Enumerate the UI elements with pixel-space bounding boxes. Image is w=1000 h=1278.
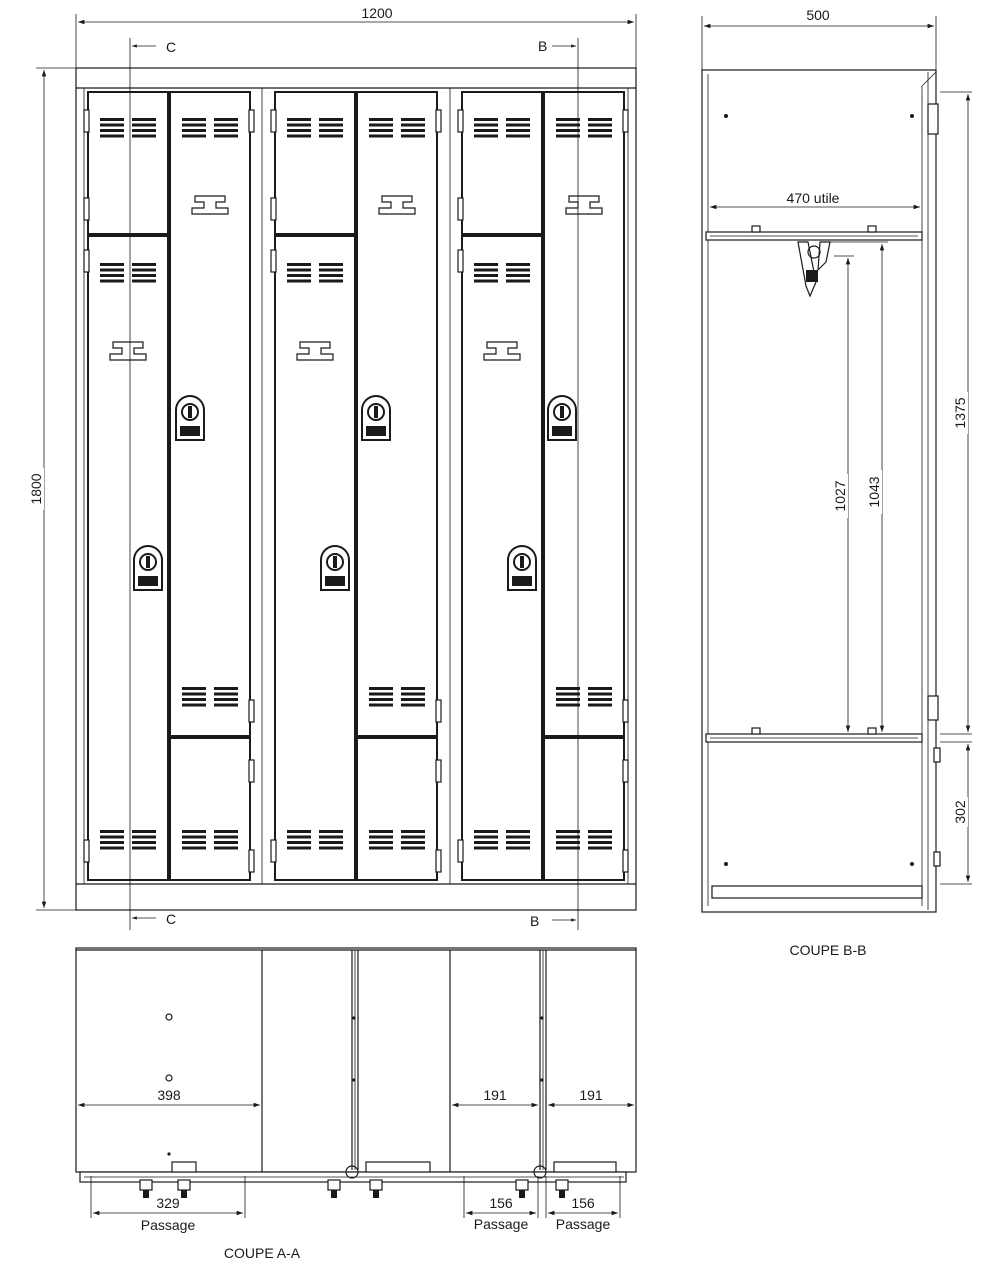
dimension-191-a	[452, 1087, 538, 1105]
section-aa-caption: COUPE A-A	[223, 1245, 301, 1261]
usable-width-dimension	[710, 190, 920, 207]
section-bb-view	[702, 7, 972, 958]
section-bb-caption: COUPE B-B	[789, 942, 867, 958]
hinge	[271, 110, 276, 132]
hinge	[249, 110, 254, 132]
section-aa-outline	[76, 948, 636, 1172]
hinge	[249, 700, 254, 722]
lock-plate	[325, 576, 345, 586]
door-handle	[192, 196, 228, 214]
locker-doors	[84, 92, 628, 880]
vent-slots	[182, 830, 238, 850]
hinge	[84, 840, 89, 862]
passage-2-label: Passage	[473, 1216, 529, 1232]
hinge	[458, 110, 463, 132]
hinge	[436, 850, 441, 872]
locker-door	[357, 738, 437, 880]
locker-door	[88, 92, 168, 234]
dimension-191-a-label: 191	[483, 1087, 507, 1103]
vent-slots	[369, 687, 425, 707]
lock-slot	[560, 406, 564, 418]
hinge	[84, 110, 89, 132]
locker-door	[544, 92, 624, 736]
lock-slot	[188, 406, 192, 418]
section-b-top-label: B	[538, 38, 548, 54]
hinge	[436, 110, 441, 132]
hinge	[271, 250, 276, 272]
door-handle	[566, 196, 602, 214]
lock-slot	[520, 556, 524, 568]
hinge	[458, 840, 463, 862]
locker-door	[544, 738, 624, 880]
vent-slots	[556, 118, 612, 138]
dimension-1043-label: 1043	[866, 476, 882, 508]
door-handle	[297, 342, 333, 360]
passage-3-label: Passage	[555, 1216, 611, 1232]
lock-plate	[138, 576, 158, 586]
hinge	[623, 110, 628, 132]
height-dimension-label: 1800	[28, 473, 44, 505]
vent-slots	[100, 118, 156, 138]
hinge	[436, 760, 441, 782]
lock-plate	[512, 576, 532, 586]
vent-slots	[556, 830, 612, 850]
dimension-398	[78, 1087, 260, 1105]
hinge	[458, 198, 463, 220]
vent-slots	[287, 830, 343, 850]
front-view	[28, 5, 636, 930]
dimension-302-label: 302	[952, 800, 968, 824]
hinge	[623, 760, 628, 782]
section-aa-view	[76, 948, 636, 1261]
vent-slots	[474, 118, 530, 138]
usable-width-label: 470 utile	[786, 190, 840, 206]
dimension-156-b-label: 156	[571, 1195, 595, 1211]
section-c-bottom-label: C	[166, 911, 177, 927]
door-handle	[110, 342, 146, 360]
dimension-1375	[940, 92, 972, 734]
lock-plate	[552, 426, 572, 436]
hinge	[271, 198, 276, 220]
dimension-1375-label: 1375	[952, 397, 968, 429]
lock-slot	[333, 556, 337, 568]
hinge	[623, 700, 628, 722]
dimension-329-label: 329	[156, 1195, 180, 1211]
lock-slot	[374, 406, 378, 418]
vent-slots	[474, 263, 530, 283]
dimension-302	[940, 742, 972, 884]
vent-slots	[556, 687, 612, 707]
vent-slots	[369, 118, 425, 138]
dimension-156-a-label: 156	[489, 1195, 513, 1211]
height-dimension	[28, 68, 76, 910]
lock-plate	[180, 426, 200, 436]
depth-dimension-label: 500	[806, 7, 830, 23]
vent-slots	[182, 687, 238, 707]
lock-slot	[146, 556, 150, 568]
vent-slots	[369, 830, 425, 850]
coat-hook	[798, 242, 830, 296]
passage-1-label: Passage	[140, 1217, 196, 1233]
hinge	[249, 850, 254, 872]
vent-slots	[287, 263, 343, 283]
section-line-b	[530, 38, 578, 930]
locker-door	[275, 92, 355, 234]
dimension-1027	[832, 256, 854, 732]
door-handle	[484, 342, 520, 360]
vent-slots	[474, 830, 530, 850]
dimension-191-b	[548, 1087, 634, 1105]
section-b-bottom-label: B	[530, 913, 540, 929]
width-dimension-label: 1200	[361, 5, 393, 21]
hinge	[84, 198, 89, 220]
locker-door	[170, 738, 250, 880]
dimension-191-b-label: 191	[579, 1087, 603, 1103]
hinge	[436, 700, 441, 722]
hinge	[458, 250, 463, 272]
section-c-top-label: C	[166, 39, 177, 55]
door-handle	[379, 196, 415, 214]
hinge	[623, 850, 628, 872]
dimension-1027-label: 1027	[832, 480, 848, 512]
vent-slots	[100, 263, 156, 283]
lock-plate	[366, 426, 386, 436]
hinge	[249, 760, 254, 782]
locker-door	[462, 92, 542, 234]
vent-slots	[287, 118, 343, 138]
vent-slots	[182, 118, 238, 138]
dimension-329	[91, 1176, 245, 1233]
width-dimension	[76, 5, 636, 68]
hinge	[84, 250, 89, 272]
vent-slots	[100, 830, 156, 850]
dimension-398-label: 398	[157, 1087, 181, 1103]
depth-dimension	[702, 7, 936, 70]
hinge	[271, 840, 276, 862]
